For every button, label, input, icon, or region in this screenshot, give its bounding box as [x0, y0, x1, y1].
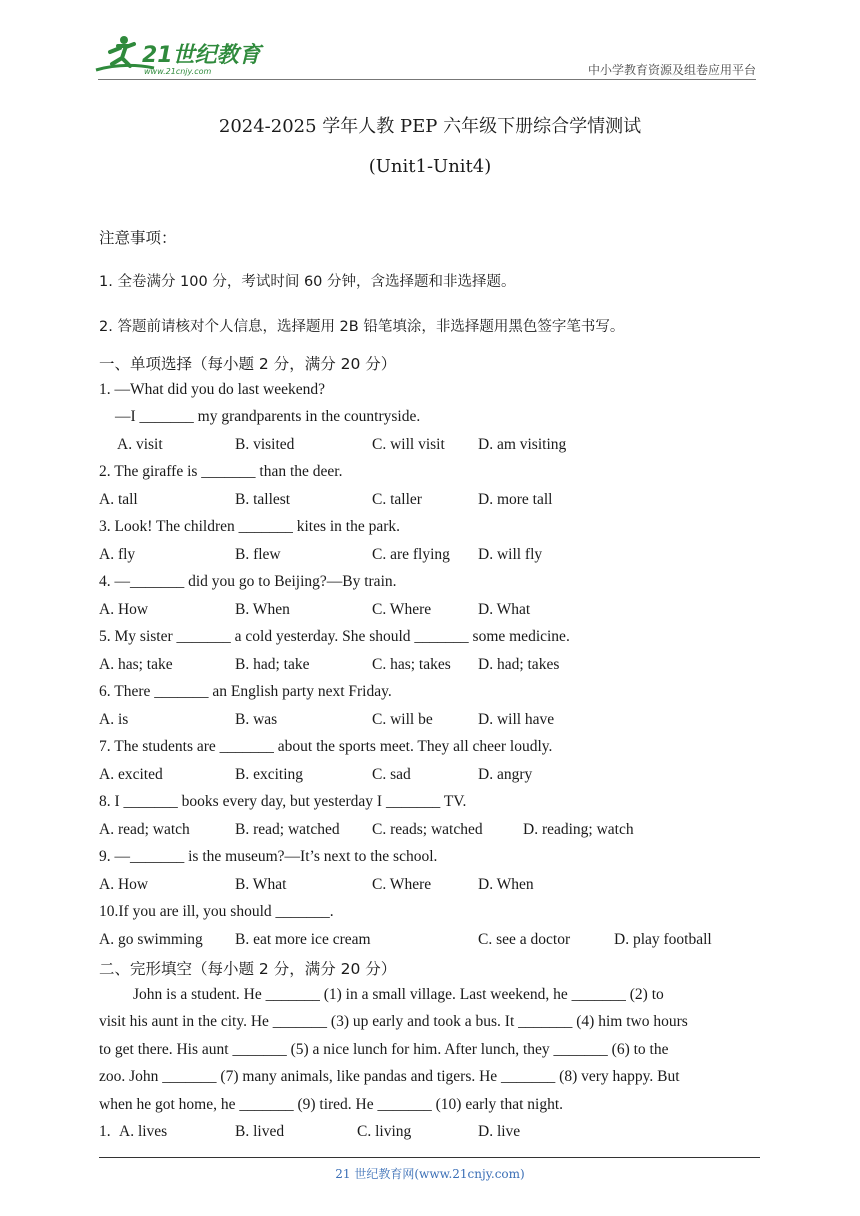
question-stem: 7. The students are _______ about the sports meet. They all cheer loudly.	[99, 738, 553, 755]
option: D. had; takes	[478, 656, 560, 673]
option: C. has; takes	[372, 656, 451, 673]
option: B. visited	[235, 436, 295, 453]
question-number: 1.	[99, 1123, 111, 1140]
option: C. will be	[372, 711, 433, 728]
question-stem: —I _______ my grandparents in the countryside.	[115, 408, 421, 425]
option: C. taller	[372, 491, 422, 508]
option: A. lives	[119, 1123, 168, 1140]
option: B. exciting	[235, 766, 304, 783]
option: D. reading; watch	[523, 821, 634, 838]
option: A. go swimming	[99, 931, 203, 948]
question-stem: 3. Look! The children _______ kites in the park.	[99, 518, 401, 535]
passage-line: zoo. John _______ (7) many animals, like pandas and tigers. He _______ (8) very happy. But	[99, 1068, 680, 1085]
option: B. When	[235, 601, 290, 618]
note-item: 1. 全卷满分 100 分，考试时间 60 分钟，含选择题和非选择题。	[99, 274, 516, 290]
brand-logo	[94, 32, 264, 80]
footer-link[interactable]: 21 世纪教育网(www.21cnjy.com)	[335, 1167, 525, 1181]
option: B. What	[235, 876, 287, 893]
option: D. When	[478, 876, 534, 893]
passage-line: John is a student. He _______ (1) in a small village. Last weekend, he _______ (2) to	[133, 986, 664, 1003]
option: D. angry	[478, 766, 533, 783]
question-stem: 9. —_______ is the museum?—It’s next to the school.	[99, 848, 438, 865]
option: A. excited	[99, 766, 163, 783]
option: D. will fly	[478, 546, 543, 563]
option: A. has; take	[99, 656, 173, 673]
option: C. are flying	[372, 546, 450, 563]
question-stem: 8. I _______ books every day, but yesterday I _______ TV.	[99, 793, 467, 810]
option: A. visit	[117, 436, 163, 453]
option: A. is	[99, 711, 129, 728]
svg-text:21世纪教育: 21世纪教育	[142, 43, 261, 68]
option: A. read; watch	[99, 821, 190, 838]
option: C. reads; watched	[372, 821, 483, 838]
option: D. What	[478, 601, 531, 618]
option: D. live	[478, 1123, 521, 1140]
option: C. sad	[372, 766, 411, 783]
option: A. fly	[99, 546, 136, 563]
question-stem: 5. My sister _______ a cold yesterday. She should _______ some medicine.	[99, 628, 570, 645]
passage-line: to get there. His aunt _______ (5) a nice lunch for him. After lunch, they _______ (6) to the	[99, 1041, 669, 1058]
option: B. tallest	[235, 491, 291, 508]
notes-heading: 注意事项：	[99, 229, 177, 247]
option: C. see a doctor	[478, 931, 571, 948]
passage-line: when he got home, he _______ (9) tired. He _______ (10) early that night.	[99, 1096, 564, 1113]
option: A. How	[99, 601, 149, 618]
option: B. lived	[235, 1123, 285, 1140]
question-stem: 10.If you are ill, you should _______.	[99, 903, 334, 920]
option: C. Where	[372, 876, 432, 893]
option: C. Where	[372, 601, 432, 618]
option: B. read; watched	[235, 821, 340, 838]
option: C. will visit	[372, 436, 445, 453]
option: D. will have	[478, 711, 555, 728]
svg-text:www.21cnjy.com: www.21cnjy.com	[144, 67, 212, 76]
question-stem: 6. There _______ an English party next Friday.	[99, 683, 392, 700]
platform-label: 中小学教育资源及组卷应用平台	[587, 63, 756, 77]
option: B. had; take	[235, 656, 310, 673]
section-heading: 一、单项选择（每小题 2 分，满分 20 分）	[99, 355, 397, 373]
note-item: 2. 答题前请核对个人信息，选择题用 2B 铅笔填涂，非选择题用黑色签字笔书写。	[99, 319, 625, 335]
page-subtitle: (Unit1-Unit4)	[368, 156, 492, 177]
footer-divider	[99, 1157, 760, 1158]
option: D. am visiting	[478, 436, 567, 453]
passage-line: visit his aunt in the city. He _______ (3) up early and took a bus. It _______ (4) him two hours	[99, 1013, 688, 1030]
option: D. play football	[614, 931, 712, 948]
question-stem: 1. —What did you do last weekend?	[99, 381, 325, 398]
option: B. flew	[235, 546, 281, 563]
option: D. more tall	[478, 491, 553, 508]
question-stem: 4. —_______ did you go to Beijing?—By train.	[99, 573, 397, 590]
option: A. How	[99, 876, 149, 893]
section-heading: 二、完形填空（每小题 2 分，满分 20 分）	[99, 960, 397, 978]
runner-logo-icon	[94, 32, 264, 80]
option: B. was	[235, 711, 278, 728]
page-title: 2024-2025 学年人教 PEP 六年级下册综合学情测试	[218, 116, 642, 137]
header-divider	[98, 79, 756, 80]
option: B. eat more ice cream	[235, 931, 371, 948]
question-stem: 2. The giraffe is _______ than the deer.	[99, 463, 343, 480]
option: A. tall	[99, 491, 138, 508]
option: C. living	[357, 1123, 412, 1140]
